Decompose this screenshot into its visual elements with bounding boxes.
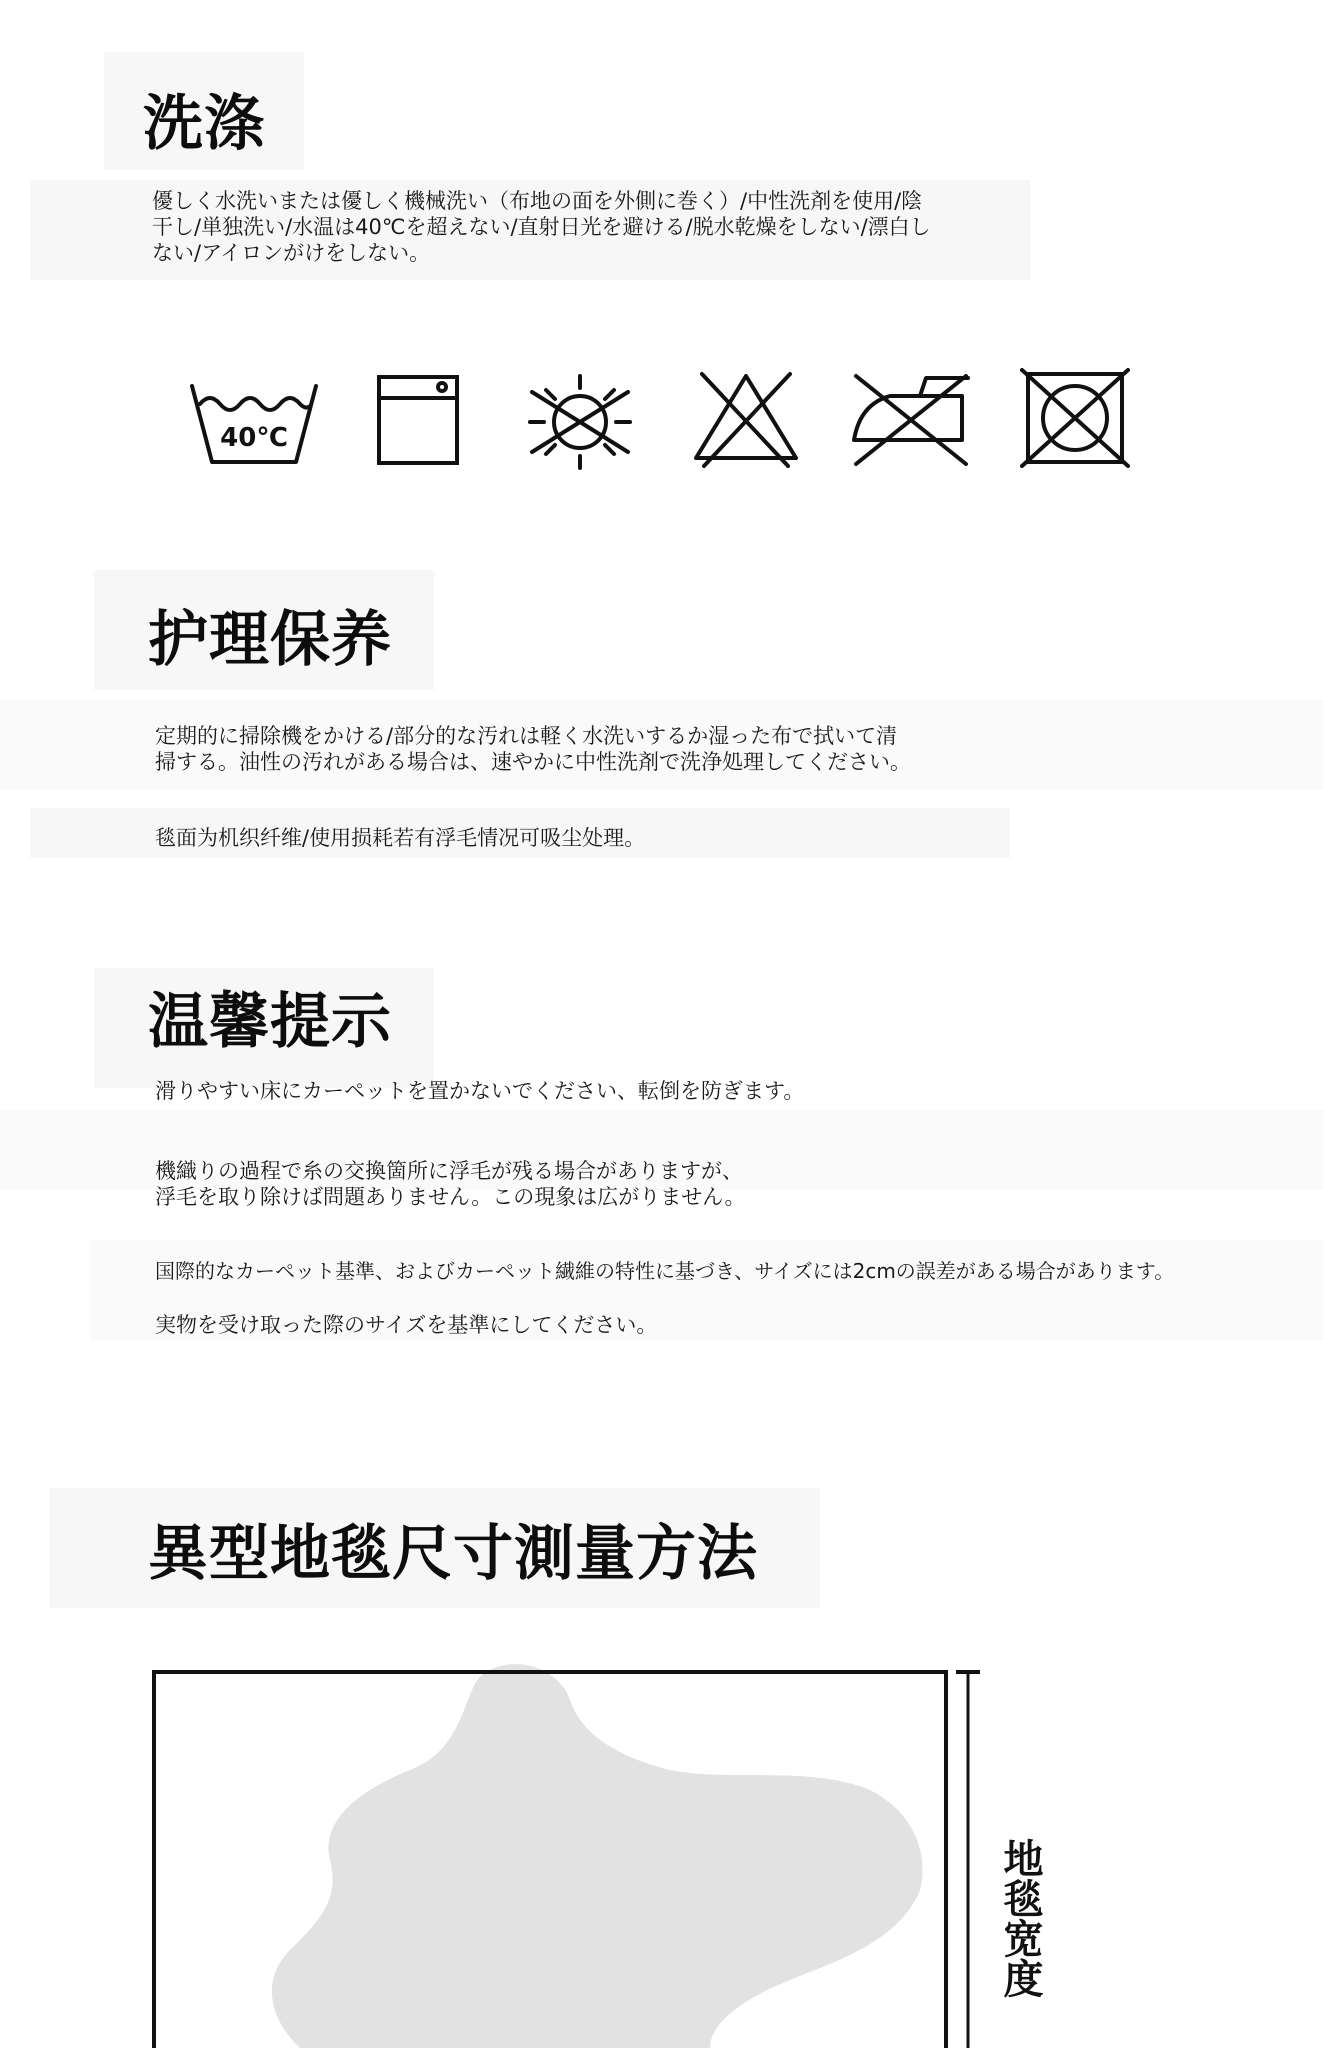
measure-heading: 異型地毯尺寸測量方法 — [148, 1519, 758, 1589]
wash-40c-icon — [188, 380, 320, 468]
no-iron-icon — [850, 370, 972, 466]
washing-line-2: 干し/単独洗い/水温は40℃を超えない/直射日光を避ける/脱水乾燥をしない/漂白し — [152, 215, 931, 239]
tips-line-1: 滑りやすい床にカーペットを置かないでください、転倒を防ぎます。 — [155, 1079, 805, 1103]
tips-line-4: 実物を受け取った際のサイズを基準にしてください。 — [155, 1313, 658, 1337]
width-label: 地毯宽度 — [997, 1838, 1043, 1998]
tips-heading: 温馨提示 — [148, 987, 392, 1057]
wash-temp-label: 40℃ — [220, 423, 288, 453]
measure-diagram-svg — [150, 1660, 1110, 2048]
tips-line-2a: 機織りの過程で糸の交換箇所に浮毛が残る場合がありますが、 — [155, 1159, 743, 1183]
washing-line-1: 優しく水洗いまたは優しく機械洗い（布地の面を外側に巻く）/中性洗剤を使用/陰 — [152, 189, 923, 213]
no-sun-drying-icon — [524, 372, 636, 472]
washing-heading: 洗涤 — [143, 89, 265, 159]
washing-machine-icon — [376, 374, 460, 466]
rug-shape — [272, 1664, 923, 2048]
no-bleach-icon — [690, 370, 802, 468]
no-tumble-dry-icon — [1020, 368, 1130, 468]
tips-line-3: 国際的なカーペット基準、およびカーペット繊維の特性に基づき、サイズには2cmの誤差がある場合があります。 — [155, 1259, 1175, 1283]
measure-diagram — [150, 1660, 1110, 2048]
care-para-1-line-1: 定期的に掃除機をかける/部分的な汚れは軽く水洗いするか湿った布で拭いて清 — [155, 724, 898, 748]
tips-line-2b: 浮毛を取り除けば問題ありません。この現象は広がりません。 — [155, 1185, 746, 1209]
care-heading: 护理保养 — [148, 605, 392, 675]
washing-line-3: ない/アイロンがけをしない。 — [152, 241, 431, 265]
care-para-1-line-2: 掃する。油性の汚れがある場合は、速やかに中性洗剤で洗浄処理してください。 — [155, 750, 911, 774]
care-para-2: 毯面为机织纤维/使用损耗若有浮毛情况可吸尘处理。 — [155, 826, 646, 850]
